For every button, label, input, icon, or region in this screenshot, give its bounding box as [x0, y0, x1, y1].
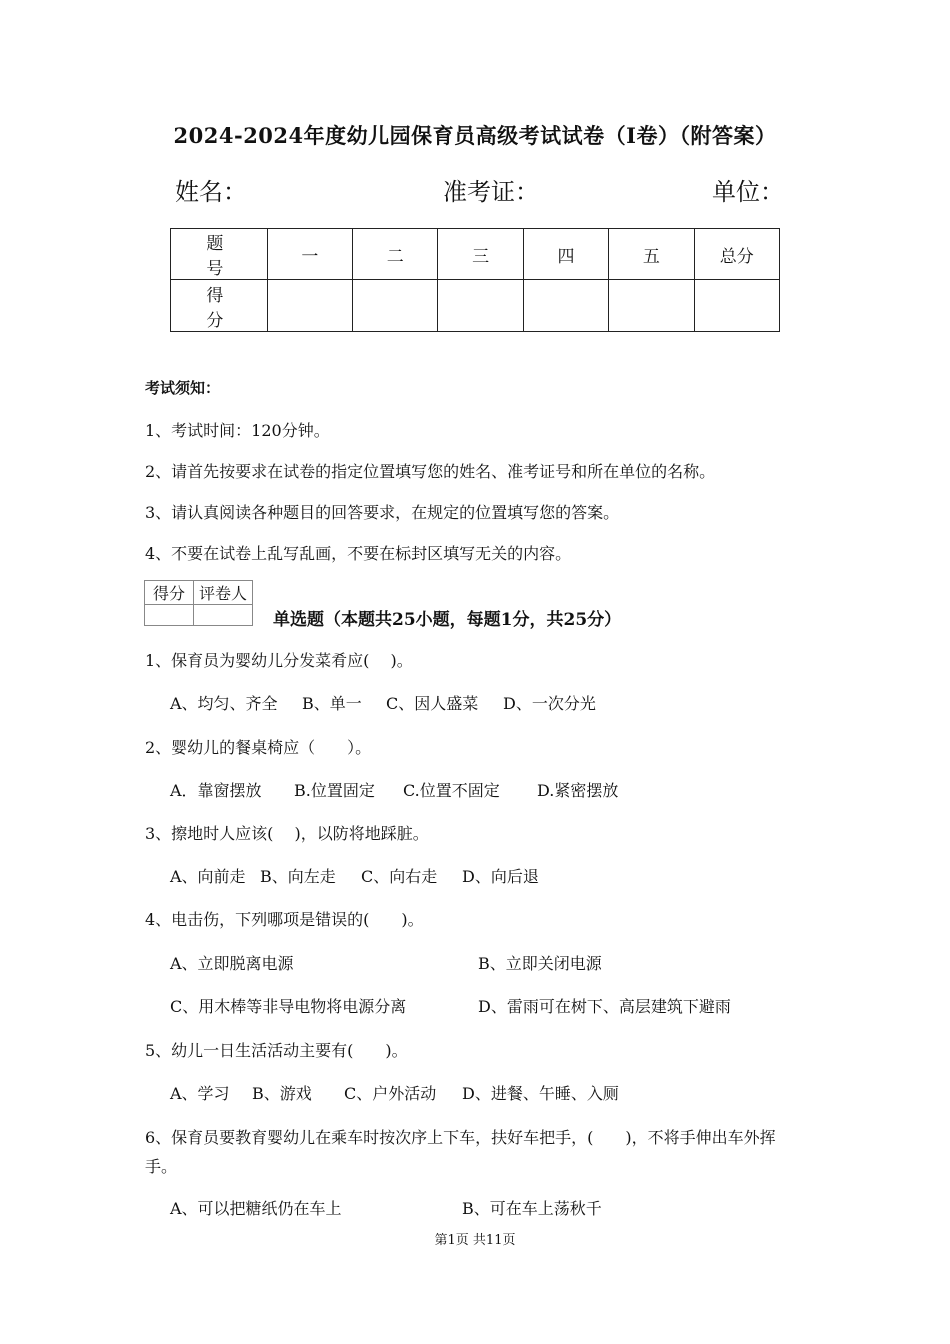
option-c[interactable]: C.位置不固定: [403, 781, 500, 800]
name-label: 姓名：: [175, 178, 247, 206]
question-stem: 1、保育员为婴幼儿分发菜肴应( )。: [145, 651, 413, 670]
option-d[interactable]: D、雷雨可在树下、高层建筑下避雨: [478, 997, 731, 1016]
grader-name-cell[interactable]: [194, 605, 253, 626]
score-header-cell: 总分: [694, 229, 779, 280]
question-stem: 3、擦地时人应该( )，以防将地踩脏。: [145, 824, 429, 843]
score-header-cell: 五: [609, 229, 694, 280]
grader-score-label: 得分: [145, 581, 194, 605]
question-stem: 4、电击伤，下列哪项是错误的( )。: [145, 910, 424, 929]
option-c[interactable]: C、向右走: [361, 867, 438, 886]
score-header-cell: 三: [438, 229, 523, 280]
option-b[interactable]: B.位置固定: [294, 781, 375, 800]
option-b[interactable]: B、单一: [302, 694, 362, 713]
unit-label: 单位：: [712, 178, 784, 206]
notice-title: 考试须知：: [145, 379, 221, 397]
score-table-score-row: [171, 280, 780, 332]
notice-item: 3、请认真阅读各种题目的回答要求，在规定的位置填写您的答案。: [145, 503, 620, 522]
option-a[interactable]: A．靠窗摆放: [170, 781, 262, 800]
option-d[interactable]: D、向后退: [462, 867, 539, 886]
exam-title: 2024-2024年度幼儿园保育员高级考试试卷（I卷）（附答案）: [173, 123, 777, 148]
question-stem: 2、婴幼儿的餐桌椅应（ ）。: [145, 738, 372, 757]
option-d[interactable]: D.紧密摆放: [537, 781, 619, 800]
notice-item: 2、请首先按要求在试卷的指定位置填写您的姓名、准考证号和所在单位的名称。: [145, 462, 716, 481]
score-cell[interactable]: [609, 280, 694, 332]
notice-item: 4、不要在试卷上乱写乱画，不要在标封区填写无关的内容。: [145, 544, 572, 563]
score-cell[interactable]: [523, 280, 608, 332]
option-a[interactable]: A、可以把糖纸仍在车上: [170, 1199, 342, 1218]
score-cell[interactable]: [438, 280, 523, 332]
exam-number-label: 准考证：: [443, 178, 539, 206]
option-b[interactable]: B、向左走: [260, 867, 336, 886]
score-header-cell: 二: [353, 229, 438, 280]
score-table: [170, 228, 780, 332]
option-d[interactable]: D、进餐、午睡、入厕: [462, 1084, 619, 1103]
score-cell[interactable]: [353, 280, 438, 332]
score-header-cell: 题 号: [171, 229, 268, 280]
section-title: 单选题（本题共25小题，每题1分，共25分）: [273, 610, 622, 630]
score-header-cell: 一: [267, 229, 352, 280]
option-b[interactable]: B、立即关闭电源: [478, 954, 602, 973]
option-a[interactable]: A、立即脱离电源: [170, 954, 294, 973]
option-b[interactable]: B、游戏: [252, 1084, 312, 1103]
page-number: 第1页 共11页: [434, 1233, 516, 1248]
score-cell[interactable]: [694, 280, 779, 332]
score-cell[interactable]: [267, 280, 352, 332]
question-stem: 5、幼儿一日生活活动主要有( )。: [145, 1041, 408, 1060]
score-row-label: 得 分: [171, 280, 268, 332]
option-a[interactable]: A、向前走: [170, 867, 246, 886]
question-stem: 6、保育员要教育婴幼儿在乘车时按次序上下车，扶好车把手，( )，不将手伸出车外挥: [145, 1128, 776, 1147]
option-c[interactable]: C、因人盛菜: [386, 694, 479, 713]
grader-box: [144, 580, 253, 626]
notice-item: 1、考试时间：120分钟。: [145, 421, 330, 440]
question-stem-continued: 手。: [145, 1157, 178, 1176]
option-c[interactable]: C、户外活动: [344, 1084, 437, 1103]
grader-name-label: 评卷人: [194, 581, 253, 605]
score-table-header-row: [171, 229, 780, 280]
option-a[interactable]: A、均匀、齐全: [170, 694, 278, 713]
option-b[interactable]: B、可在车上荡秋千: [462, 1199, 602, 1218]
score-header-cell: 四: [523, 229, 608, 280]
grader-score-cell[interactable]: [145, 605, 194, 626]
option-d[interactable]: D、一次分光: [503, 694, 596, 713]
option-c[interactable]: C、用木棒等非导电物将电源分离: [170, 997, 407, 1016]
option-a[interactable]: A、学习: [170, 1084, 230, 1103]
